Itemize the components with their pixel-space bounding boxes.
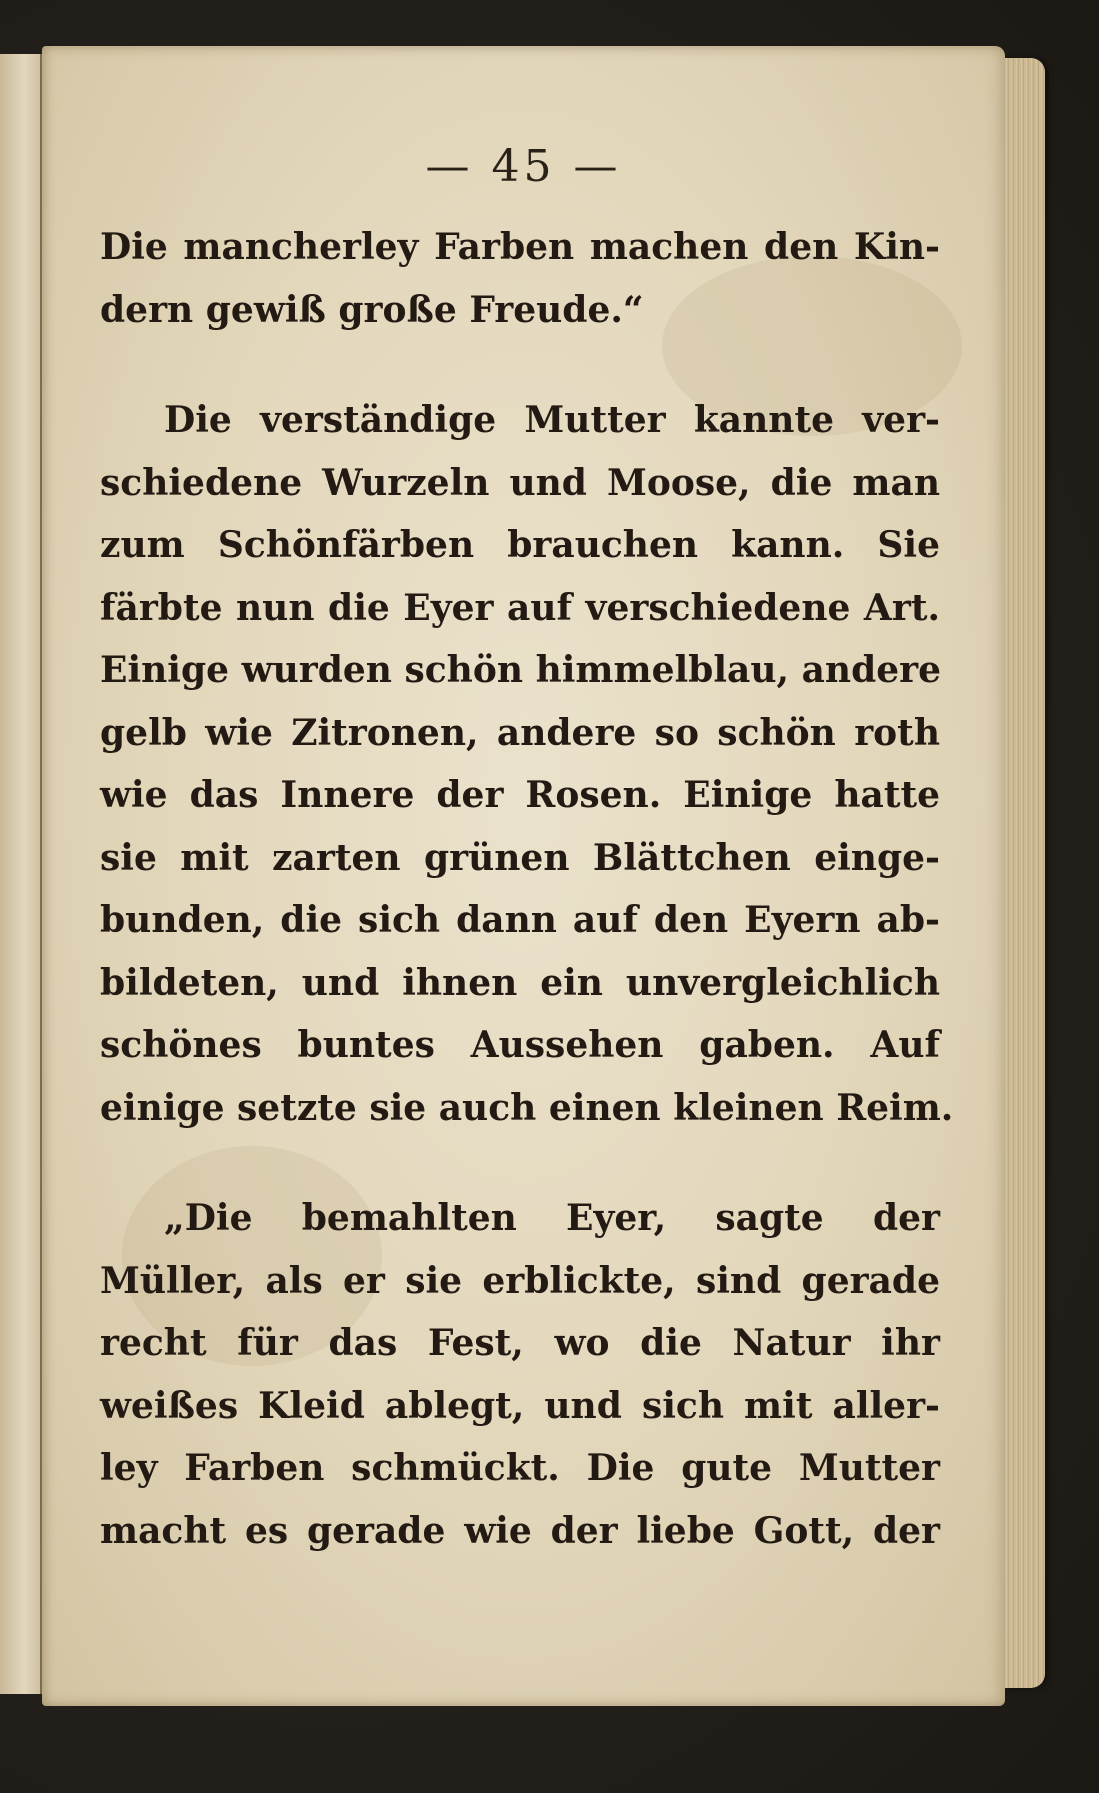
- paragraph-2: [100, 389, 954, 1139]
- text-line: gelb wie Zitronen, andere so schön roth: [100, 711, 940, 754]
- text-line: zum Schönfärben brauchen kann. Sie: [100, 524, 940, 566]
- text-line: schönes buntes Aussehen gaben. Auf: [100, 1024, 940, 1066]
- text-line: bunden, die sich dann auf den Eyern ab-: [100, 899, 940, 941]
- text-line: bildeten, und ihnen ein unvergleichlich: [100, 961, 940, 1004]
- page-text: [100, 216, 954, 1562]
- text-line: wie das Innere der Rosen. Einige hatte: [100, 774, 940, 816]
- text-line: ley Farben schmückt. Die gute Mutter: [100, 1447, 940, 1489]
- left-page-edge: [0, 54, 42, 1694]
- text-line: weißes Kleid ablegt, und sich mit aller-: [100, 1384, 940, 1427]
- text-line: recht für das Fest, wo die Natur ihr: [100, 1322, 940, 1364]
- text-line: schiedene Wurzeln und Moose, die man: [100, 461, 940, 504]
- text-line: sie mit zarten grünen Blättchen einge-: [100, 836, 940, 879]
- text-line: färbte nun die Eyer auf verschiedene Art.: [100, 586, 940, 629]
- text-line: macht es gerade wie der liebe Gott, der: [100, 1509, 940, 1552]
- page-number: — 45 —: [425, 141, 622, 192]
- text-line: Einige wurden schön himmelblau, andere: [100, 649, 942, 691]
- text-line: Die mancherley Farben machen den Kin-: [100, 226, 940, 268]
- paragraph-1: [100, 216, 940, 341]
- book-page: [42, 46, 1005, 1706]
- text-line: Die verständige Mutter kannte ver-: [164, 399, 940, 441]
- text-line: „Die bemahlten Eyer, sagte der: [164, 1197, 940, 1239]
- text-line: Müller, als er sie erblickte, sind gerade: [100, 1259, 940, 1302]
- page-fore-edge: [1005, 58, 1045, 1688]
- text-line: einige setzte sie auch einen kleinen Reim.: [100, 1086, 954, 1129]
- text-line: dern gewiß große Freude.“: [100, 288, 644, 331]
- paragraph-3: [100, 1187, 940, 1562]
